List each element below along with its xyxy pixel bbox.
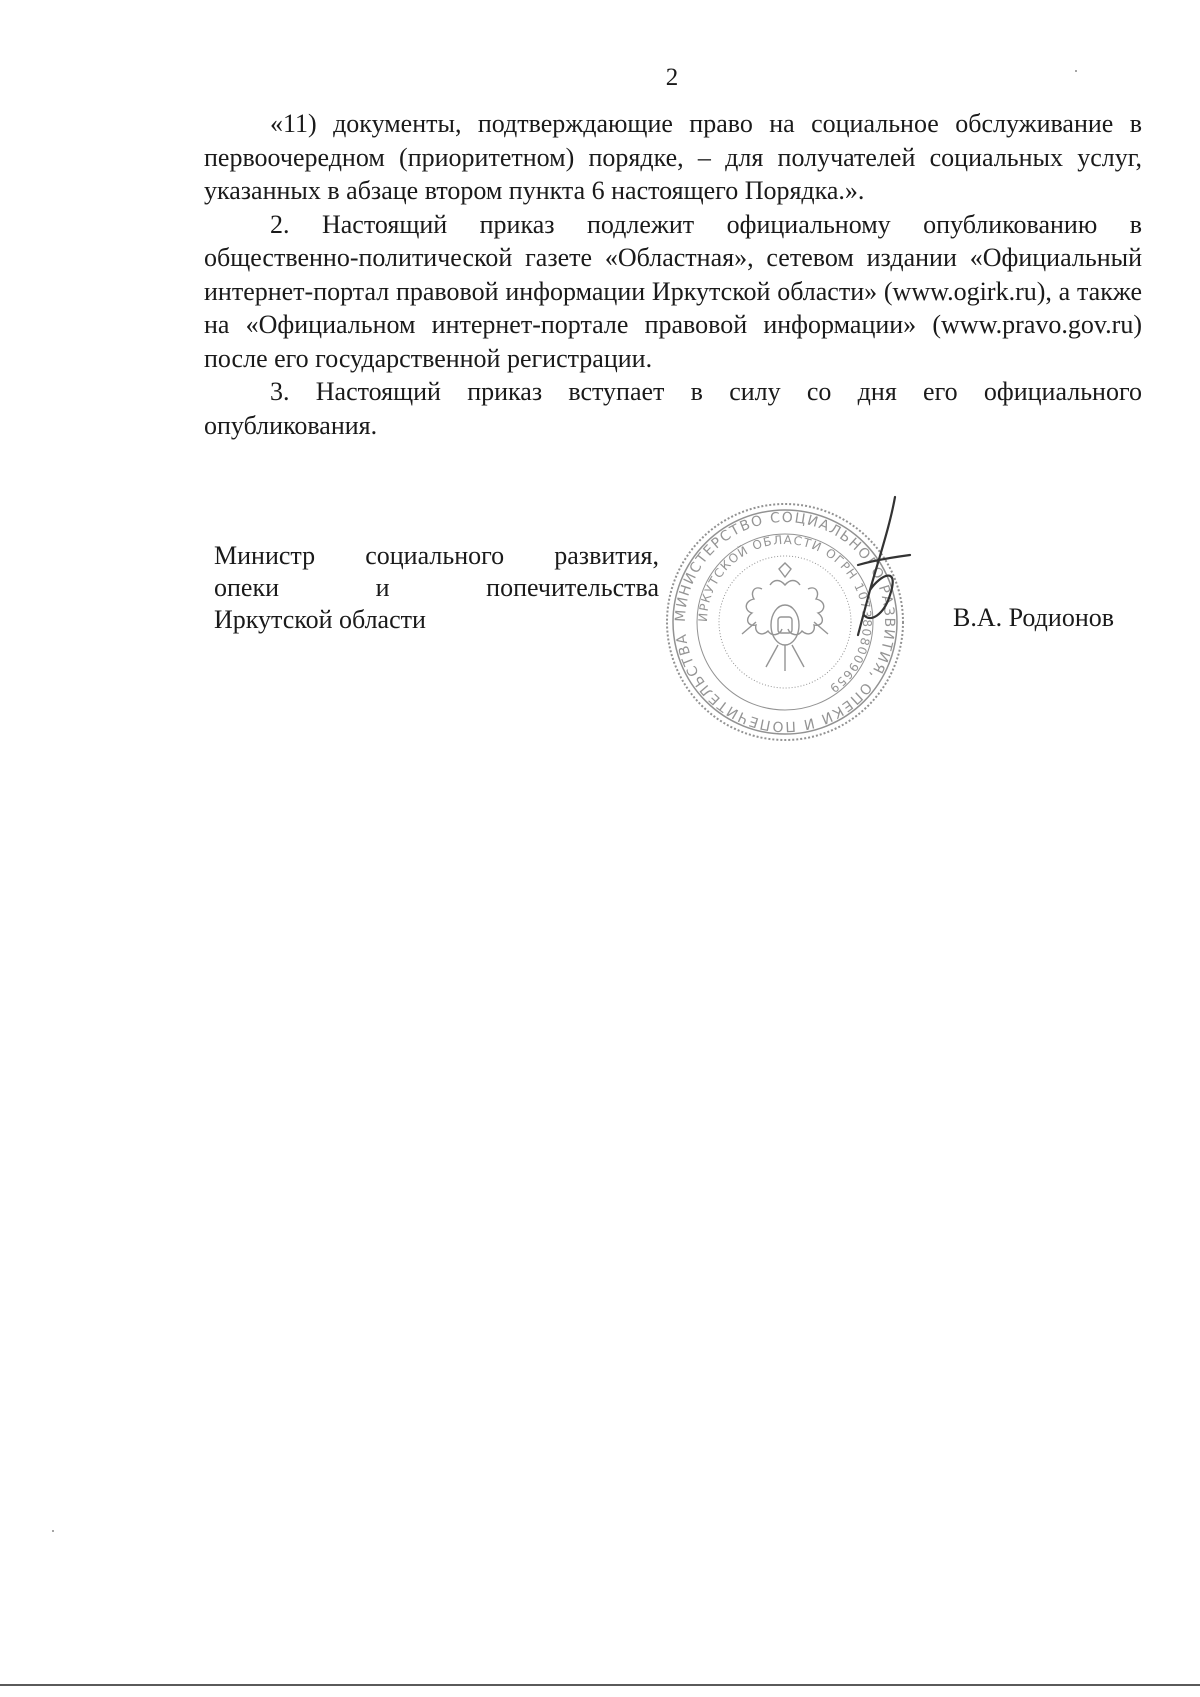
signatory-position	[214, 540, 659, 636]
paragraph-entry-into-force: 3. Настоящий приказ вступает в силу со дня его официального опубликования.	[204, 377, 1142, 440]
page-number: 2	[665, 64, 679, 91]
signatory-name: В.А. Родионов	[953, 603, 1115, 632]
signatory-position-line: Иркутской области	[214, 605, 426, 634]
document-body	[204, 107, 1142, 442]
scan-speck	[52, 1530, 54, 1532]
eagle-emblem-icon	[742, 563, 828, 671]
scan-speck	[1075, 70, 1077, 72]
handwritten-signature	[840, 495, 920, 645]
signatory-position-line: опеки и попечительства	[214, 573, 659, 602]
paragraph-item-11: «11) документы, подтверждающие право на социальное обслуживание в первоочередном (приоритетном) порядке, – для получателей социальных услуг, указанных в абзаце втором пункта 6 настоящего Порядка.».	[204, 109, 1142, 205]
svg-text:МИНИСТЕРСТВО СОЦИАЛЬНОГО РАЗВИ: МИНИСТЕРСТВО СОЦИАЛЬНОГО РАЗВИТИЯ, ОПЕКИ И ПОПЕЧИТЕЛЬСТВА	[672, 509, 898, 735]
svg-text:ИРКУТСКОЙ ОБЛАСТИ ОГРН 1073808: ИРКУТСКОЙ ОБЛАСТИ ОГРН 1073808009659	[695, 532, 875, 697]
scan-edge-line	[0, 1684, 1200, 1686]
paragraph-publication: 2. Настоящий приказ подлежит официальному опубликованию в общественно-политической газете «Областная», сетевом издании «Официальный интернет-портал правовой информации Иркутской области» (www.ogirk.ru), а также на «Официальном интернет-портале правовой информации» (www.pravo.gov.ru) после его государственной регистрации.	[204, 209, 1142, 373]
signatory-position-line: Министр социального развития,	[214, 541, 659, 570]
